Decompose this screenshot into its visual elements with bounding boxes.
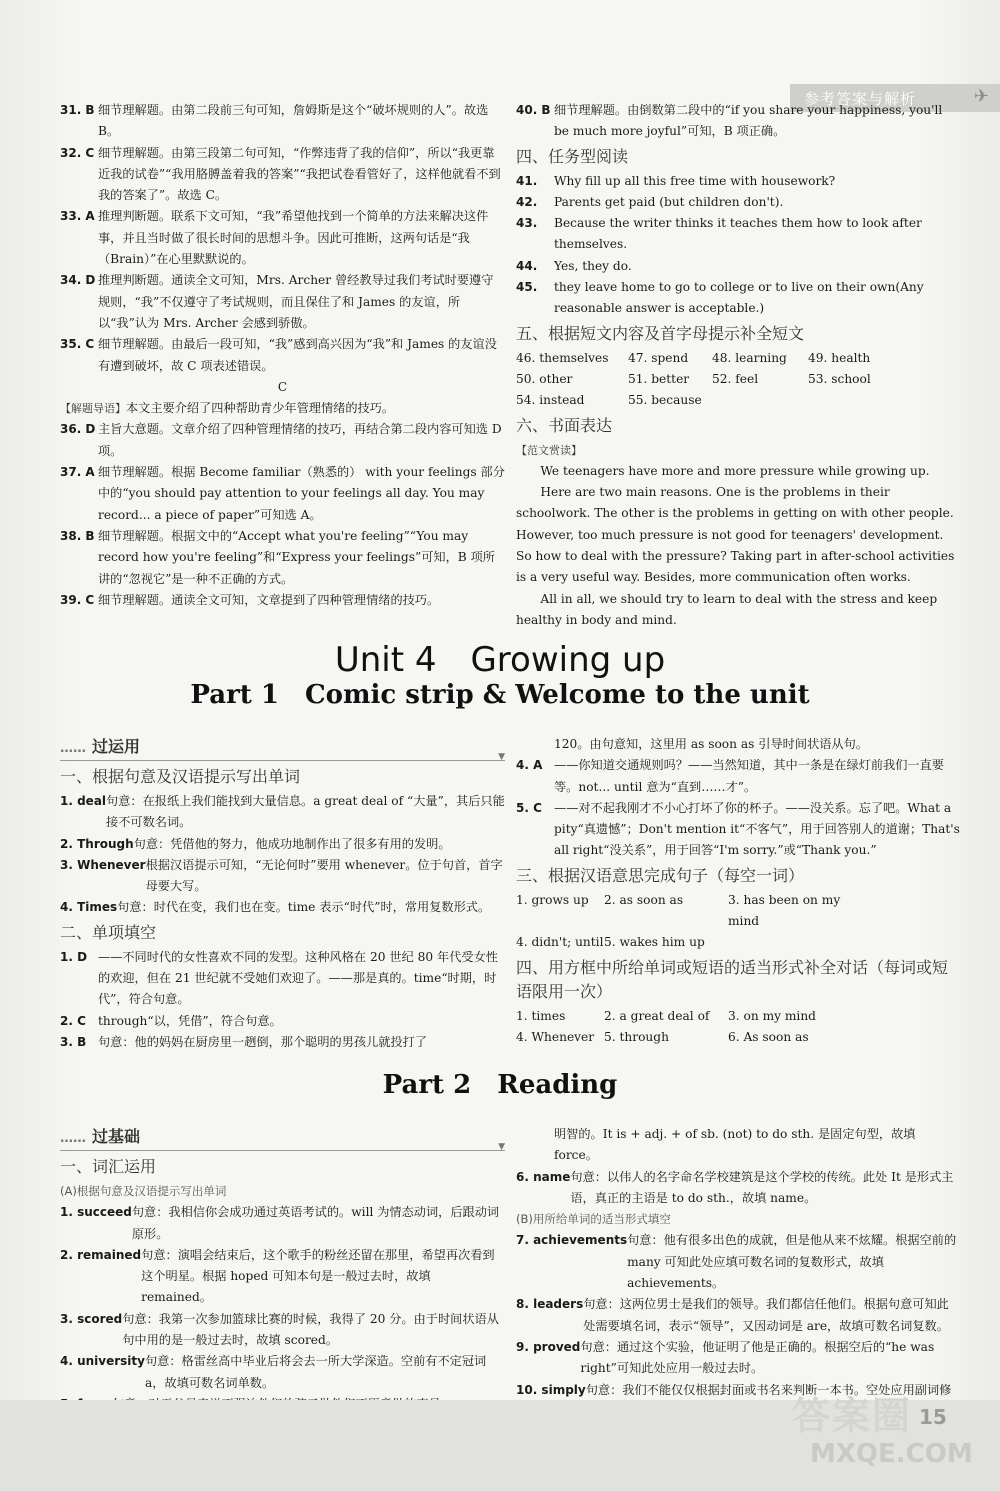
answer-explanation: 细节理解题。由第二段前三句可知，詹姆斯是这个“破坏规则的人”。故选 B。 (98, 103, 489, 139)
answer-number: 9. proved (516, 1339, 581, 1354)
page-number: 15 (919, 1405, 947, 1429)
part2-left-column (60, 1126, 505, 1415)
answer-number: 42. (516, 194, 538, 209)
passage-c-label: C (277, 379, 288, 394)
answer-number: 39. C (60, 592, 95, 607)
answer-explanation: 句意：在报纸上我们能找到大量信息。a great deal of “大量”，其后只能接不可数名词。 (106, 794, 505, 830)
subsection-heading: (B)用所给单词的适当形式填空 (516, 1212, 671, 1227)
dialogue-answer-row (516, 1006, 961, 1027)
answer-item (60, 206, 505, 270)
guide-row (60, 398, 505, 419)
answer-number: 5. C (516, 800, 542, 815)
sentence-answer: 5. wakes him up (604, 935, 705, 950)
band-label: 过运用 (92, 737, 141, 756)
answer-explanation: 句意：以伟人的名字命名学校建筑是这个学校的传统。此处 It 是形式主语，真正的主语是 to do sth.，故填 name。 (570, 1169, 954, 1205)
answer-explanation: 句意：凭借他的努力，他成功地制作出了很多有用的发明。 (133, 836, 451, 851)
part1-right-column (516, 734, 961, 1048)
sentence-answer-row (516, 932, 961, 953)
answer-number: 2. Through (60, 836, 134, 851)
answer-number: 34. D (60, 273, 96, 288)
sentence-answer: 2. as soon as (604, 892, 684, 907)
answer-item (60, 270, 505, 334)
answer-explanation: 句意：通过这个实验，他证明了他是正确的。根据空后的“he was right”可知此处应用一般过去时。 (580, 1339, 935, 1376)
answer-number: 31. B (60, 103, 95, 117)
answer-explanation: ——你知道交通规则吗？——当然知道，其中一条是在绿灯前我们一直要等。not... until 意为“直到……才”。 (554, 758, 944, 794)
answer-number: 3. scored (60, 1311, 123, 1326)
section-heading: 五、根据短文内容及首字母提示补全短文 (516, 323, 805, 343)
answer-explanation: 句意：他有很多出色的成就，但是他从来不炫耀。根据空前的 many 可知此处应填可数名词的复数形式，故填 achievements。 (627, 1233, 957, 1291)
dialogue-answer-row (516, 1027, 961, 1048)
dialogue-answer: 6. As soon as (728, 1029, 809, 1044)
answer-item (60, 462, 505, 526)
answer-number: 36. D (60, 422, 96, 437)
dialogue-answer: 3. on my mind (728, 1008, 816, 1023)
answer-explanation: 根据汉语提示可知，“无论何时”要用 whenever。位于句首，首字母要大写。 (145, 857, 503, 894)
practice-band (60, 736, 505, 761)
unit-title: Unit 4 Growing up (334, 640, 666, 680)
essay-paragraph: We teenagers have more and more pressure while growing up. (540, 463, 930, 478)
word-answer: 54. instead (516, 393, 585, 408)
band-arrow-icon: ▼ (498, 751, 505, 762)
answer-item (516, 755, 961, 798)
answer-explanation: they leave home to go to college or to live on their own(Any reasonable answer is acceptable.) (554, 280, 924, 316)
answer-explanation: ——不同时代的女性喜欢不同的发型。这种风格在 20 世纪 80 年代受女性的欢迎，但在 21 世纪就不受她们欢迎了。——那是真的。time“时期，时代”，符合句意。 (98, 949, 498, 1007)
part1-title: Part 1 Comic strip & Welcome to the unit (190, 680, 810, 710)
answer-number: 33. A (60, 209, 95, 224)
answer-number: 2. remained (60, 1247, 142, 1262)
sentence-answer: 1. grows up (516, 892, 589, 907)
answer-number: 6. name (516, 1169, 571, 1184)
answer-explanation: ——对不起我刚才不小心打坏了你的杯子。——没关系。忘了吧。What a pity“真遗憾”；Don't mention it“不客气”，用于回答别人的道谢；That's all right“没关系”，用于回答“I'm sorry.”或“Thank you.” (554, 800, 960, 858)
answer-explanation: 句意：演唱会结束后，这个歌手的粉丝还留在那里，希望再次看到这个明星。根据 hoped 可知本句是一般过去时，故填 remained。 (141, 1247, 495, 1305)
answer-number: 7. achievements (516, 1233, 628, 1248)
answer-item (60, 897, 505, 918)
answer-explanation: 句意：这两位男士是我们的领导。我们都信任他们。根据句意可知此处需要填名词，表示“领导”，又因动词是 are，故填可数名词复数。 (583, 1297, 949, 1333)
part1-left-column (60, 736, 505, 1053)
answer-explanation: 细节理解题。根据 Become familiar（熟悉的） with your feelings 部分中的“you should pay attention to your feelings all day. You may record... a piece of paper”可知选 A。 (98, 465, 505, 522)
continued-text: 120。由句意知，这里用 as soon as 引导时间状语从句。 (554, 737, 868, 751)
answer-item (60, 855, 505, 898)
word-answer-row (516, 369, 961, 390)
word-answer-row (516, 390, 961, 411)
task-answer (516, 171, 961, 192)
answer-number: 44. (516, 258, 538, 273)
sentence-answer: 4. didn't; until (516, 935, 604, 950)
answer-number: 35. C (60, 337, 95, 352)
answer-explanation: 细节理解题。根据文中的“Accept what you're feeling”“You may record how you're feeling”和“Express your feelings”可知，B 项所讲的“忽视它”是一种不正确的方式。 (98, 528, 495, 586)
answer-item (516, 100, 961, 143)
section-heading: 二、单项填空 (60, 922, 157, 942)
answer-item (60, 419, 505, 462)
answer-number: 3. B (60, 1034, 87, 1049)
answer-number: 38. B (60, 528, 95, 543)
answer-explanation: 句意：他的妈妈在厨房里一趔倒，那个聪明的男孩儿就投打了 (98, 1034, 428, 1049)
dialogue-answer: 5. through (604, 1029, 669, 1044)
answer-number: 1. D (60, 949, 88, 964)
answer-item (60, 1245, 505, 1309)
answer-number: 4. Times (60, 900, 118, 915)
word-answer: 52. feel (712, 371, 759, 386)
word-answer: 47. spend (628, 350, 689, 365)
section-heading: 四、任务型阅读 (516, 146, 629, 166)
answer-item (60, 947, 505, 1011)
answer-item (60, 1309, 505, 1352)
essay-paragraph: Here are two main reasons. One is the problems in their schoolwork. The other is the problems in getting on with other people. However, too much pressure is not good for teenagers' development. So how to deal with the pressure? Taking part in after-school activities is a very useful way. Besides, more communication often works. (516, 485, 955, 585)
answer-item (516, 1230, 961, 1294)
answer-explanation: Parents get paid (but children don't). (554, 194, 784, 209)
word-answer: 48. learning (712, 350, 787, 365)
answer-number: 1. deal (60, 794, 107, 808)
model-essay-label: 【范文赏读】 (516, 443, 582, 457)
word-answer: 50. other (516, 371, 573, 386)
watermark-text: 答案圈 (792, 1394, 913, 1438)
answer-item (60, 1202, 505, 1245)
answer-number: 45. (516, 280, 538, 295)
answer-item (60, 143, 505, 207)
dialogue-answer: 2. a great deal of (604, 1008, 710, 1023)
basics-band (60, 1126, 505, 1151)
answer-number: 4. university (60, 1354, 145, 1369)
word-answer: 53. school (808, 371, 871, 386)
answer-explanation: 推理判断题。通读全文可知，Mrs. Archer 曾经教导过我们考试时要遵守规则，“我”不仅遵守了考试规则，而且保住了和 James 的友谊，所以“我”认为 Mrs. Archer 会感到骄傲。 (98, 273, 494, 330)
answer-item (60, 1011, 505, 1032)
watermark-url: MXQE.COM (810, 1439, 973, 1469)
section-heading: 三、根据汉语意思完成句子（每空一词） (516, 865, 805, 885)
word-answer-row (516, 348, 961, 369)
answer-item (516, 1167, 961, 1210)
word-answer: 49. health (808, 350, 871, 365)
answer-item (516, 1294, 961, 1337)
word-answer: 51. better (628, 371, 690, 386)
band-dots-icon: …… (60, 1131, 86, 1146)
answer-explanation: 细节理解题。由第三段第二句可知，“作弊违背了我的信仰”，所以“我更靠近我的试卷”“我用胳膊盖着我的答案”“我把试卷看管好了，这样他就看不到我的答案了”。故选 C。 (98, 145, 501, 203)
answer-explanation: 句意：我相信你会成功通过英语考试的。will 为情态动词，后跟动词原形。 (131, 1205, 500, 1241)
answer-explanation: 句意：时代在变，我们也在变。time 表示“时代”时，常用复数形式。 (117, 900, 491, 915)
answer-item (60, 100, 505, 143)
answer-number: 43. (516, 216, 538, 231)
word-answer: 55. because (628, 393, 702, 408)
task-answer (516, 192, 961, 213)
top-left-column (60, 100, 505, 611)
answer-item (60, 1351, 505, 1394)
guide-text: 本文主要介绍了四种帮助青少年管理情绪的技巧。 (126, 401, 395, 416)
top-right-column (516, 100, 961, 631)
task-answer (516, 213, 961, 256)
subsection-heading: (A)根据句意及汉语提示写出单词 (60, 1184, 227, 1198)
answer-item (60, 834, 505, 855)
answer-item (516, 798, 961, 862)
header-label: 参考答案与解析 (804, 89, 917, 108)
dialogue-answer: 4. Whenever (516, 1029, 595, 1044)
guide-label: 【解题导语】 (60, 402, 126, 416)
answer-item (60, 526, 505, 590)
answer-explanation: Because the writer thinks it teaches them how to look after themselves. (554, 216, 922, 252)
word-answer: 46. themselves (516, 350, 609, 365)
answer-explanation: 细节理解题。通读全文可知，文章提到了四种管理情绪的技巧。 (98, 592, 440, 607)
answer-number: 10. simply (516, 1382, 586, 1397)
rocket-icon: ✈ (973, 86, 990, 107)
part2-title: Part 2 Reading (382, 1070, 618, 1100)
answer-number: 4. A (516, 758, 543, 773)
section-heading: 一、词汇运用 (60, 1157, 157, 1176)
answer-item (60, 590, 505, 611)
answer-number: 3. Whenever (60, 857, 146, 872)
answer-explanation: 细节理解题。由倒数第二段中的“if you share your happiness, you'll be much more joyful”可知，B 项正确。 (554, 103, 943, 139)
answer-explanation: 推理判断题。联系下文可知，“我”希望他找到一个简单的方法来解决这件事，并且当时做了很长时间的思想斗争。因此可推断，这两句话是“我（Brain）”在心里默默说的。 (98, 209, 489, 267)
answer-number: 41. (516, 173, 538, 188)
answer-number: 32. C (60, 145, 95, 160)
band-dots-icon: …… (60, 741, 86, 756)
task-answer (516, 277, 961, 320)
answer-number: 37. A (60, 465, 95, 480)
band-arrow-icon: ▼ (498, 1141, 505, 1152)
answer-explanation: 主旨大意题。文章介绍了四种管理情绪的技巧，再结合第二段内容可知选 D 项。 (98, 422, 502, 458)
task-answer (516, 256, 961, 277)
sentence-answer-row (516, 890, 961, 933)
answer-explanation: 句意：我第一次参加篮球比赛的时候，我得了 20 分。由于时间状语从句中用的是一般过去时，故填 scored。 (122, 1311, 499, 1348)
sentence-answer: 3. has been on my mind (728, 892, 841, 929)
continued-text: 明智的。It is + adj. + of sb. (not) to do sth. 是固定句型，故填 force。 (554, 1127, 916, 1163)
dialogue-answer: 1. times (516, 1008, 566, 1023)
essay-paragraph: All in all, we should try to learn to deal with the stress and keep healthy in body and mind. (516, 591, 938, 627)
section-heading: 四、用方框中所给单词或短语的适当形式补全对话（每词或短语限用一次） (516, 957, 949, 1001)
answer-item (60, 334, 505, 377)
answer-item (60, 1032, 505, 1053)
answer-explanation: Why fill up all this free time with housework? (554, 173, 836, 188)
section-heading: 一、根据句意及汉语提示写出单词 (60, 767, 301, 786)
answer-item (516, 1337, 961, 1380)
answer-number: 8. leaders (516, 1297, 584, 1312)
answer-explanation: Yes, they do. (554, 258, 632, 273)
band-label: 过基础 (92, 1127, 141, 1146)
answer-number: 2. C (60, 1013, 86, 1028)
section-heading: 六、书面表达 (516, 415, 613, 435)
answer-explanation: 句意：我们不能仅仅根据封面或书名来判断一本书。空处应用副词修 (585, 1382, 952, 1397)
part2-right-column (516, 1124, 961, 1422)
answer-explanation: through“以，凭借”，符合句意。 (98, 1013, 282, 1028)
answer-item (60, 791, 505, 834)
answer-number: 1. succeed (60, 1205, 132, 1220)
answer-explanation: 句意：格雷丝高中毕业后将会去一所大学深造。空前有不定冠词 a，故填可数名词单数。 (144, 1354, 487, 1390)
answer-number: 40. B (516, 103, 551, 117)
answer-explanation: 细节理解题。由最后一段可知，“我”感到高兴因为“我”和 James 的友谊没有遭到破坏，故 C 项表述错误。 (98, 337, 497, 373)
